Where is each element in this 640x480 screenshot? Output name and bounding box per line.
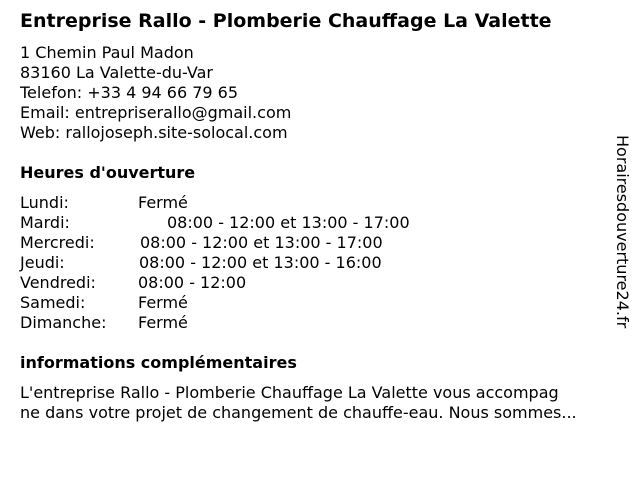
description xyxy=(20,383,577,423)
site-watermark: Horairesdouverture24.fr xyxy=(613,135,632,329)
website-line[interactable]: Web: rallojoseph.site-solocal.com xyxy=(20,123,288,142)
day-label: Vendredi: xyxy=(20,273,96,292)
day-label: Samedi: xyxy=(20,293,86,312)
phone-line[interactable]: Telefon: +33 4 94 66 79 65 xyxy=(20,83,239,102)
contact-block xyxy=(20,43,291,143)
additional-info-heading: informations complémentaires xyxy=(20,353,297,372)
address-street: 1 Chemin Paul Madon xyxy=(20,43,194,62)
description-line: ne dans votre projet de changement de chauffe-eau. Nous sommes... xyxy=(20,403,577,422)
day-hours: 08:00 - 12:00 et 13:00 - 17:00 xyxy=(140,233,383,252)
day-hours: Fermé xyxy=(138,313,188,332)
day-hours: 08:00 - 12:00 et 13:00 - 17:00 xyxy=(167,213,410,232)
day-hours: 08:00 - 12:00 et 13:00 - 16:00 xyxy=(139,253,382,272)
day-hours: 08:00 - 12:00 xyxy=(138,273,247,292)
address-city: 83160 La Valette-du-Var xyxy=(20,63,213,82)
opening-hours-heading: Heures d'ouverture xyxy=(20,163,196,182)
day-label: Dimanche: xyxy=(20,313,107,332)
day-hours: Fermé xyxy=(138,193,188,212)
day-label: Mercredi: xyxy=(20,233,95,252)
day-label: Lundi: xyxy=(20,193,69,212)
day-label: Jeudi: xyxy=(20,253,65,272)
day-label: Mardi: xyxy=(20,213,70,232)
day-hours: Fermé xyxy=(138,293,188,312)
email-line[interactable]: Email: entrepriserallo@gmail.com xyxy=(20,103,292,122)
business-name: Entreprise Rallo - Plomberie Chauffage La Valette xyxy=(20,10,552,32)
description-line: L'entreprise Rallo - Plomberie Chauffage La Valette vous accompag xyxy=(20,383,559,402)
